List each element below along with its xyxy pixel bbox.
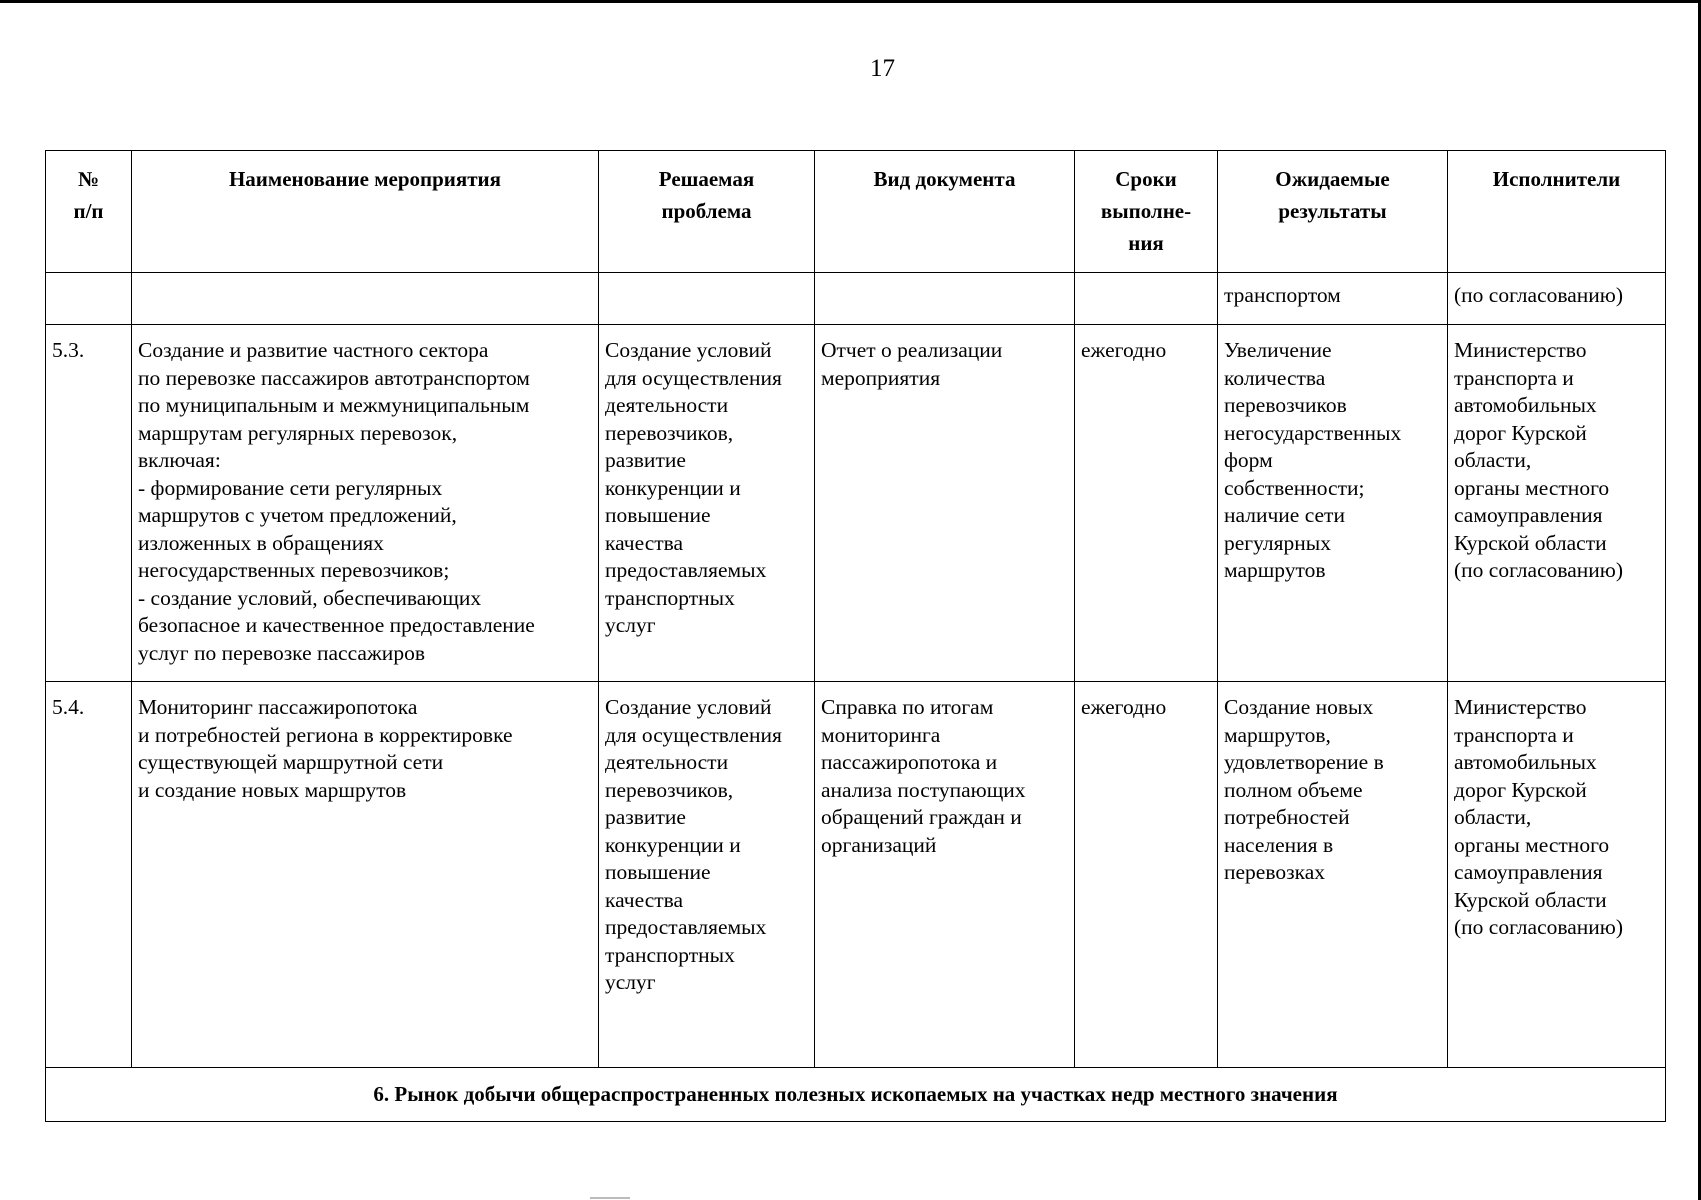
header-num: № п/п: [46, 151, 132, 273]
cell-deadline: ежегодно: [1075, 682, 1218, 1068]
cell-executors: (по согласованию): [1448, 273, 1666, 325]
scan-artifact: [590, 1197, 630, 1199]
cell-problem: Создание условий для осуществления деятельности перевозчиков, развитие конкуренции и повышение качества предоставляемых транспортных услуг: [599, 325, 815, 682]
cell-doc-type: [815, 273, 1075, 325]
header-doc-type: Вид документа: [815, 151, 1075, 273]
cell-executors: Министерство транспорта и автомобильных дорог Курской области, органы местного самоуправления Курской области (по согласованию): [1448, 325, 1666, 682]
cell-num: 5.4.: [46, 682, 132, 1068]
cell-problem: Создание условий для осуществления деятельности перевозчиков, развитие конкуренции и повышение качества предоставляемых транспортных услуг: [599, 682, 815, 1068]
header-results: Ожидаемые результаты: [1218, 151, 1448, 273]
cell-executors: Министерство транспорта и автомобильных дорог Курской области, органы местного самоуправления Курской области (по согласованию): [1448, 682, 1666, 1068]
page-top-border: [0, 0, 1701, 3]
cell-results: Создание новых маршрутов, удовлетворение в полном объеме потребностей населения в перевозках: [1218, 682, 1448, 1068]
section-heading-row: [46, 1068, 1666, 1122]
cell-deadline: [1075, 273, 1218, 325]
page-number: 17: [870, 55, 895, 82]
cell-num: 5.3.: [46, 325, 132, 682]
cell-name: [132, 273, 599, 325]
cell-problem: [599, 273, 815, 325]
header-deadline: Сроки выполне- ния: [1075, 151, 1218, 273]
section-title: 6. Рынок добычи общераспространенных полезных ископаемых на участках недр местного значения: [46, 1068, 1666, 1122]
header-problem: Решаемая проблема: [599, 151, 815, 273]
cell-results: Увеличение количества перевозчиков негосударственных форм собственности; наличие сети регулярных маршрутов: [1218, 325, 1448, 682]
cell-name: Создание и развитие частного сектора по перевозке пассажиров автотранспортом по муниципальным и межмуниципальным маршрутам регулярных перевозок, включая: - формирование сети регулярных маршрутов с учетом предложений, изложенных в обращениях негосударственных перевозчиков; - создание условий, обеспечивающих безопасное и качественное предоставление услуг по перевозке пассажиров: [132, 325, 599, 682]
table-header-row: [46, 151, 1666, 273]
cell-results: транспортом: [1218, 273, 1448, 325]
header-executors: Исполнители: [1448, 151, 1666, 273]
table-row: [46, 325, 1666, 682]
measures-table: [45, 150, 1666, 1122]
table-row: [46, 682, 1666, 1068]
cell-doc-type: Справка по итогам мониторинга пассажиропотока и анализа поступающих обращений граждан и организаций: [815, 682, 1075, 1068]
table-row-continuation: [46, 273, 1666, 325]
cell-deadline: ежегодно: [1075, 325, 1218, 682]
cell-doc-type: Отчет о реализации мероприятия: [815, 325, 1075, 682]
cell-name: Мониторинг пассажиропотока и потребностей региона в корректировке существующей маршрутной сети и создание новых маршрутов: [132, 682, 599, 1068]
cell-num: [46, 273, 132, 325]
header-name: Наименование мероприятия: [132, 151, 599, 273]
